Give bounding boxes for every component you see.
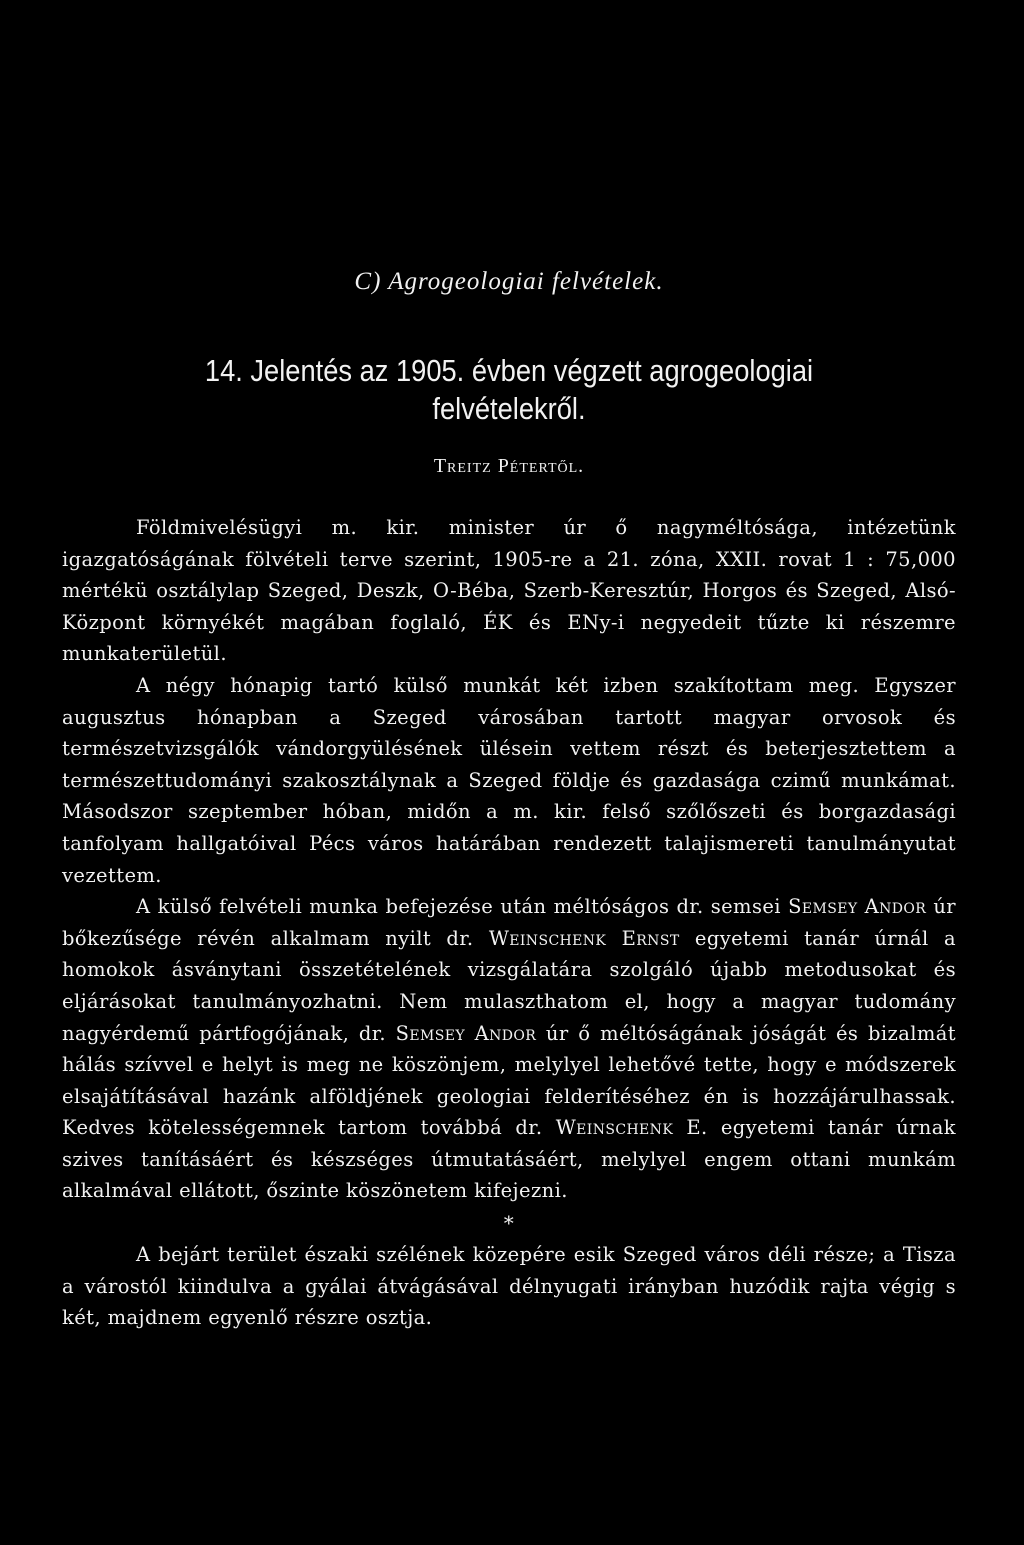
- author-line: [62, 450, 956, 482]
- paragraph-4: A bejárt terület északi szélének közepére esik Szeged város déli része; a Tisza a várostól kiindulva a gyálai átvágásával délnyugati irányban huzódik rajta végig s két, majdnem egyenlő részre osztja.: [62, 1243, 956, 1330]
- paragraph-3-text-4: úr ő méltóságának jóságát és bizalmát hálás szívvel e helyt is meg ne köszönjem, melylyel lehetővé tette, hogy e módszerek elsajátításával hazánk alföldjének geologiai felderítéséhez én is hozzájárulhassak. Kedves kötelességemnek tartom továbbá dr.: [62, 1021, 957, 1140]
- author-name-second: Pétertől.: [497, 455, 585, 477]
- person-name-semsey-andor-2: Semsey Andor: [395, 1021, 537, 1045]
- report-title-line-1: 14. Jelentés az 1905. évben végzett agrogeologiai: [204, 353, 814, 388]
- person-name-weinschenk-e: Weinschenk E.: [555, 1116, 708, 1140]
- paragraph-3-text-2: úr bőkezűsége révén alkalmam nyilt dr.: [62, 895, 957, 950]
- section-heading: C) Agrogeologiai felvételek.: [354, 268, 664, 295]
- paragraph-3-text-3: egyetemi tanár úrnál a homokok ásványtani összetételének vizsgálatára szolgáló újabb metodusokat és eljárásokat tanulmányozhatni. Nem mulaszthatom el, hogy a magyar tudomány nagyérdemű pártfogójának, dr.: [62, 926, 956, 1045]
- report-title: [116, 352, 903, 428]
- paragraph-3-text-5: egyetemi tanár úrnak szives tanításáért és készséges útmutatásáért, melylyel engem ottani munkám alkalmával ellátott, őszinte köszönetem kifejezni.: [62, 1116, 957, 1203]
- person-name-weinschenk-ernst: Weinschenk Ernst: [488, 926, 680, 950]
- document-page: [62, 262, 956, 1334]
- paragraph-2: A négy hónapig tartó külső munkát két izben szakítottam meg. Egyszer augusztus hónapban a Szeged városában tartott magyar orvosok és természetvizsgálók vándorgyülésének ülésein vettem részt és beterjesztettem a természettudományi szakosztálynak a Szeged földje és gazdasága czimű munkámat. Másodszor szeptember hóban, midőn a m. kir. felső szőlőszeti és borgazdasági tanfolyam hallgatóival Pécs város határában rendezett talajismereti tanulmányutat vezettem.: [62, 673, 956, 887]
- person-name-semsey-andor: Semsey Andor: [788, 895, 927, 919]
- body-text: [62, 512, 956, 1334]
- author-name-first: Treitz: [433, 455, 492, 477]
- paragraph-1: Földmivelésügyi m. kir. minister úr ő nagyméltósága, intézetünk igazgatóságának fölvételi terve szerint, 1905-re a 21. zóna, XXII. rovat 1 : 75,000 mértékü osztálylap Szeged, Deszk, O-Béba, Szerb-Keresztúr, Horgos és Szeged, Alsó-Központ környékét magában foglaló, ÉK és ENy-i negyedeit tűzte ki részemre munkaterületül.: [62, 516, 956, 666]
- report-title-line-2: felvételekről.: [432, 391, 586, 426]
- paragraph-3-text-1: A külső felvételi munka befejezése után méltóságos dr. semsei: [136, 895, 789, 919]
- section-separator: *: [503, 1211, 515, 1236]
- paragraph-3: [62, 891, 956, 1207]
